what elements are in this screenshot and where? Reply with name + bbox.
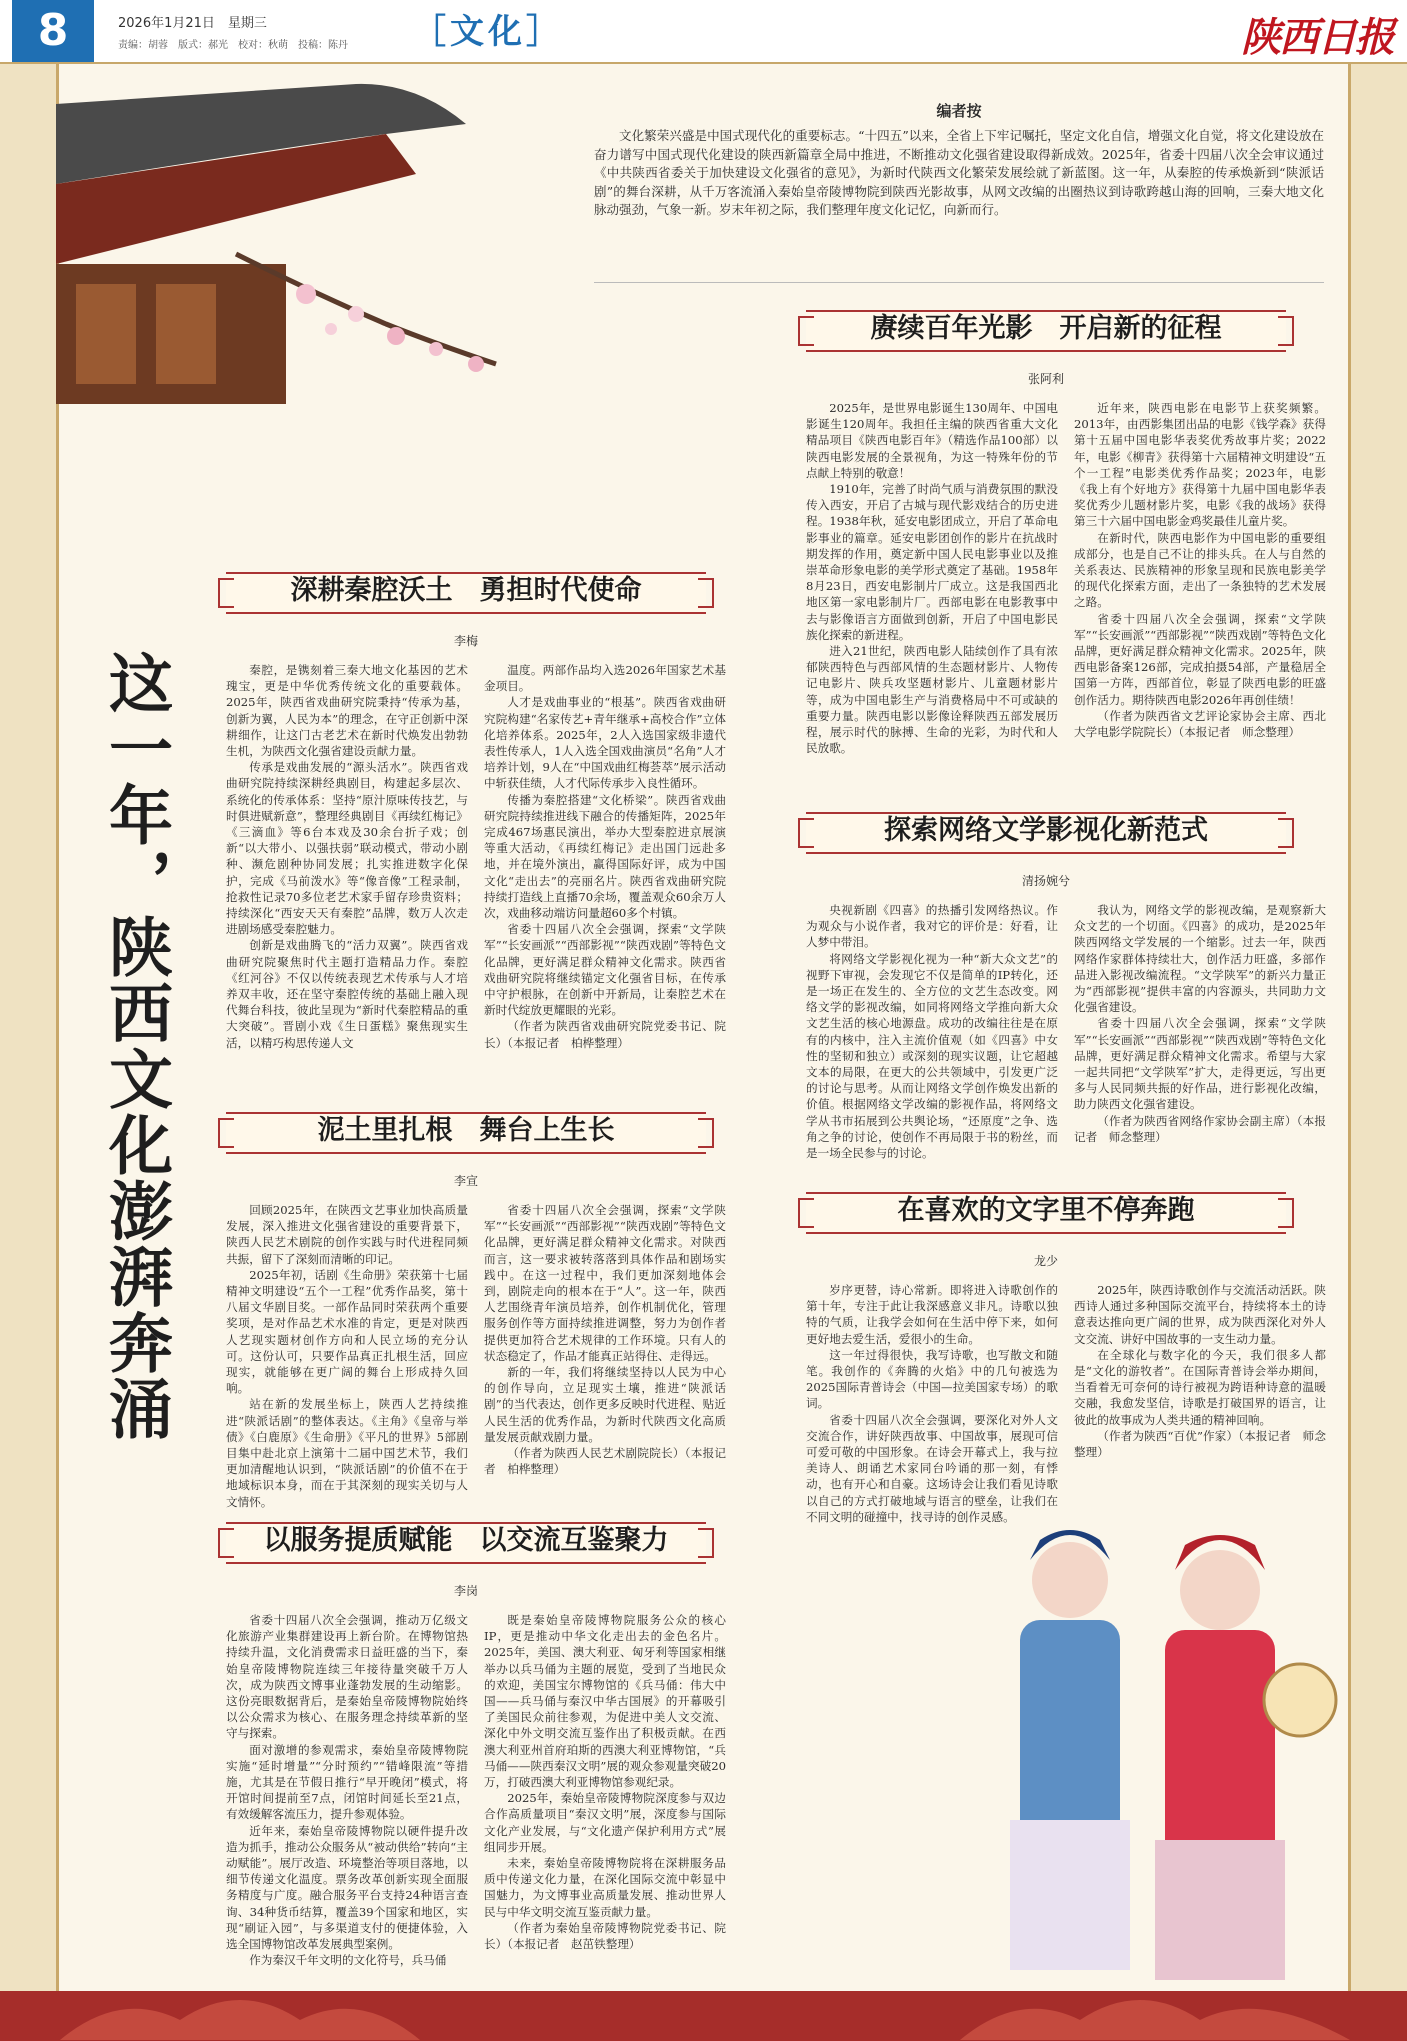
newspaper-logo: 陕西日报 — [1241, 14, 1393, 61]
paragraph: 2025年初，话剧《生命册》荣获第十七届精神文明建设“五个一工程”优秀作品奖，第十八届文华剧目奖。一部作品同时荣获两个重要奖项，是对作品艺术水准的肯定，更是对陕西人艺现实题材创作方向和人民立场的充分认可。这份认可，只要作品真正扎根生活，回应现实，就能够在更广阔的舞台上形成持久回响。 — [226, 1267, 468, 1396]
paragraph: 省委十四届八次全会强调，推动万亿级文化旅游产业集群建设再上新台阶。在博物馆热持续升温，文化消费需求日益旺盛的当下，秦始皇帝陵博物院连续三年接待量突破千万人次，成为陕西文博事业蓬勃发展的生动缩影。这份亮眼数据背后，是秦始皇帝陵博物院始终以公众需求为核心、在服务理念持续革新的坚守与探索。 — [226, 1613, 468, 1741]
issue-date: 2026年1月21日 星期三 — [118, 16, 267, 31]
article-column — [484, 662, 726, 1051]
article-column — [806, 400, 1058, 756]
article-column — [1074, 1282, 1326, 1525]
paragraph: 省委十四届八次全会强调，要深化对外人文交流合作，讲好陕西故事、中国故事，展现可信可爱可敬的中国形象。在诗会开幕式上，我与拉美诗人、朗诵艺术家同台吟诵的那一刻，有悸动，也有开心和自豪。这场诗会让我们看见诗歌以自己的方式打破地域与语言的壁垒，让我们在不同文明的碰撞中，找寻诗的创作灵感。 — [806, 1412, 1058, 1524]
paragraph: 近年来，陕西电影在电影节上获奖频繁。2013年，由西影集团出品的电影《钱学森》获得第十五届中国电影华表奖优秀故事片奖；2022年，电影《柳青》获得第十六届精神文明建设“五个一工程”电影类优秀作品奖；2023年，电影《我上有个好地方》获得第十九届中国电影华表奖优秀少儿题材影片奖，电影《我的战场》获得第三十六届中国电影金鸡奖最佳儿童片奖。 — [1074, 401, 1326, 529]
paragraph: 既是秦始皇帝陵博物院服务公众的核心IP，更是推动中华文化走出去的金色名片。2025年，美国、澳大利亚、匈牙利等国家相继举办以兵马俑为主题的展览，受到了当地民众的欢迎，美国宝尔博物馆的《兵马俑：伟大中国——兵马俑与秦汉中华古国展》的开幕吸引了美国民众前往参观，为促进中美人文交流、深化中外文明交流互鉴作出了积极贡献。在西澳大利亚州首府珀斯的西澳大利亚博物馆，“兵马俑——陕西秦汉文明”展的观众参观量突破20万，打破西澳大利亚博物馆参观纪录。 — [484, 1613, 726, 1790]
pavilion-roof-illustration — [56, 64, 556, 424]
article-author-drama: 李宣 — [453, 1174, 478, 1188]
paragraph: 站在新的发展坐标上，陕西人艺持续推进“陕派话剧”的整体表达。《主角》《皇帝与举债》《白鹿原》《生命册》《平凡的世界》5部剧目集中赴北京上演第十二届中国艺术节，我们更加清醒地认识到，“陕派话剧”的价值不在于地域标识本身，而在于其深刻的现实关切与人文情怀。 — [226, 1397, 468, 1509]
article-title-poetry: 在喜欢的文字里不停奔跑 — [806, 1180, 1286, 1240]
paragraph: 将网络文学影视化视为一种“新大众文艺”的视野下审视，会发现它不仅是简单的IP转化，还是一场正在发生的、全方位的文艺生态改变。网络文学的影视改编，如同将网络文学推向新大众文艺生活的核心地源盘。成功的改编往往是在原有的内核中，注入主流价值观（如《四喜》中女性的坚韧和独立）或深刻的现实议题，让它超越文本的局限，在更大的公共领域中，引发更广泛的讨论与思考。从而让网络文学创作焕发出新的价值。根据网络文学改编的影视作品，将网络文学从书市拓展到公共舆论场，“还原度”之争、选角之争的讨论，使创作不再局限于书的粉丝，而是一场全民参与的讨论。 — [806, 951, 1058, 1161]
article-column — [1074, 902, 1326, 1161]
editor-note — [594, 100, 1324, 220]
editor-credits: 责编：胡蓉 版式：郝光 校对：秋萌 投稿：陈丹 — [118, 40, 348, 51]
paragraph: 人才是戏曲事业的“根基”。陕西省戏曲研究院构建“名家传艺+青年继承+高校合作”立体化培养体系。2025年，2人入选国家级非遗代表性传承人，1人入选全国戏曲演员“名角”人才培养计划，9人在“中国戏曲红梅荟萃”展示活动中斩获佳绩，人才代际传承步入良性循环。 — [484, 695, 726, 791]
paragraph: （作者为秦始皇帝陵博物院党委书记、院长）（本报记者 赵茁铁整理） — [484, 1920, 726, 1952]
paragraph: 省委十四届八次全会强调，探索“文学陕军”“长安画派”“西部影视”“陕西戏剧”等特色文化品牌，更好满足群众精神文化需求。希望与大家一起共同把“文学陕军”扩大，走得更远，写出更多与人民同频共振的好作品，进行影视化改编，助力陕西文化强省建设。 — [1074, 1016, 1326, 1112]
paragraph: 温度。两部作品均入选2026年国家艺术基金项目。 — [484, 663, 726, 694]
article-body-museum — [226, 1612, 726, 1968]
paragraph: 进入21世纪，陕西电影人陆续创作了具有浓郁陕西特色与西部风情的生态题材影片、人物传记电影片、陕兵攻坚题材影片、儿童题材影片等，成为中国电影生产与消费格局中不可或缺的重要力量。陕西电影以影像诠释陕西五部发展历程，展示时代的脉搏、生命的光彩，为时代和人民放歌。 — [806, 644, 1058, 756]
right-border-decoration — [1348, 64, 1407, 2041]
paragraph: 省委十四届八次全会强调，探索“文学陕军”“长安画派”“西部影视”“陕西戏剧”等特色文化品牌，更好满足群众精神文化需求。对陕西而言，这一要求被转落落到具体作品和剧场实践中。在这一过程中，我们更加深刻地体会到，剧院走向的根本在于“人”。这一年，陕西人艺围绕青年演员培养，创作机制优化，管理服务创作等方面持续推进调整，努力为创作者提供更加符合艺术规律的工作环境。只有人的状态稳定了，作品才能真正站得住、走得远。 — [484, 1203, 726, 1363]
article-body-poetry — [806, 1282, 1326, 1525]
masthead — [0, 0, 1407, 64]
paragraph: （作者为陕西省戏曲研究院党委书记、院长）（本报记者 柏桦整理） — [484, 1019, 726, 1050]
article-title-qinqiang: 深耕秦腔沃土 勇担时代使命 — [226, 560, 706, 620]
page-number: 8 — [12, 0, 94, 62]
paragraph: （作者为陕西省网络作家协会副主席）（本报记者 师念整理） — [1074, 1113, 1326, 1144]
article-author-webnovel: 清扬婉兮 — [1021, 874, 1070, 888]
article-author-museum: 李岗 — [453, 1584, 478, 1598]
paragraph: 2025年，陕西诗歌创作与交流活动活跃。陕西诗人通过多种国际交流平台，持续将本土的诗意表达推向更广阔的世界，成为陕西深化对外人文交流、讲好中国故事的一支生动力量。 — [1074, 1283, 1326, 1346]
article-column — [484, 1202, 726, 1510]
cloud-decoration — [60, 1980, 1350, 2040]
paragraph: 这一年过得很快，我写诗歌，也写散文和随笔。我创作的《奔腾的火焰》中的几句被选为2025国际青普诗会（中国—拉美国家专场）的歌词。 — [806, 1347, 1058, 1411]
article-title-museum: 以服务提质赋能 以交流互鉴聚力 — [226, 1510, 706, 1570]
article-body-webnovel — [806, 902, 1326, 1161]
article-body-cinema — [806, 400, 1326, 756]
article-author-poetry: 龙少 — [1033, 1254, 1058, 1268]
article-column — [806, 902, 1058, 1161]
paragraph: 回顾2025年，在陕西文艺事业加快高质量发展，深入推进文化强省建设的重要背景下，陕西人民艺术剧院的创作实践与时代进程同频共振，留下了深刻而清晰的印记。 — [226, 1203, 468, 1266]
article-column — [226, 662, 468, 1051]
paragraph: 新的一年，我们将继续坚持以人民为中心的创作导向，立足现实土壤，推进“陕派话剧”的当代表达，创作更多反映时代进程、贴近人民生活的优秀作品，为新时代陕西文化高质量发展贡献戏剧力量。 — [484, 1365, 726, 1444]
page-headline: 这一年，陕西文化澎湃奔涌 — [98, 650, 172, 1442]
paragraph: 我认为，网络文学的影视改编，是观察新大众文艺的一个切面。《四喜》的成功，是2025年陕西网络文学发展的一个缩影。过去一年，陕西网络作家群体持续壮大，创作活力旺盛，多部作品进入影视改编流程。“文学陕军”的新兴力量正为“西部影视”提供丰富的内容源头，共同助力文化强省建设。 — [1074, 903, 1326, 1015]
paragraph: 创新是戏曲腾飞的“活力双翼”。陕西省戏曲研究院聚焦时代主题打造精品力作。秦腔《红河谷》不仅以传统表现艺术传承与人才培养双丰收，还在坚守秦腔传统的基础上融入现代舞台科技，彼此呈现为“新时代秦腔精品的重大突破”。晋剧小戏《生日蛋糕》聚焦现实生活，以精巧构思传递人文 — [226, 938, 468, 1050]
article-column — [1074, 400, 1326, 756]
paragraph: 省委十四届八次全会强调，探索“文学陕军”“长安画派”“西部影视”“陕西戏剧”等特色文化品牌，更好满足群众精神文化需求。陕西省戏曲研究院将继续锚定文化强省目标，在传承中守护根脉，在创新中开新局，让秦腔艺术在新时代绽放更耀眼的光彩。 — [484, 922, 726, 1018]
paragraph: 央视新剧《四喜》的热播引发网络热议。作为观众与小说作者，我对它的评价是：好看，让人梦中带泪。 — [806, 903, 1058, 950]
article-author-qinqiang: 李梅 — [453, 634, 478, 648]
paragraph: （作者为陕西人民艺术剧院院长）（本报记者 柏桦整理） — [484, 1446, 726, 1477]
article-title-cinema: 赓续百年光影 开启新的征程 — [806, 298, 1286, 358]
paragraph: 传播为秦腔搭建“文化桥梁”。陕西省戏曲研究院持续推进线下融合的传播矩阵，2025年完成467场惠民演出，举办大型秦腔进京展演等重大活动，《再续红梅记》走出国门远赴多地，并在境外演出，赢得国际好评，成为中国文化“走出去”的亮丽名片。陕西省戏曲研究院持续打造线上直播70余场，覆盖观众60余万人次，戏曲移动端访问量超60多个村镇。 — [484, 792, 726, 921]
opera-performers-illustration — [950, 1500, 1350, 2000]
section-title: ［文化］ — [412, 12, 564, 52]
paragraph: 作为秦汉千年文明的文化符号，兵马俑 — [249, 1953, 447, 1968]
paragraph: 秦腔，是镌刻着三秦大地文化基因的艺术瑰宝，更是中华优秀传统文化的重要载体。2025年，陕西省戏曲研究院秉持“传承为基，创新为翼，人民为本”的理念，在守正创新中深耕细作，让这门古老艺术在新时代焕发出勃勃生机，为陕西文化强省建设贡献力量。 — [226, 663, 468, 759]
paragraph: 近年来，秦始皇帝陵博物院以硬件提升改造为抓手，推动公众服务从“被动供给”转向“主动赋能”。展厅改造、环境整治等项目落地，以细节传递文化温度。票务改革创新实现全面服务精度与广度。融合服务平台支持24种语言查询、34种货币结算，覆盖39个国家和地区，实现“刷证入园”，与多渠道支付的便捷体验，入选全国博物馆改革发展典型案例。 — [226, 1823, 468, 1952]
paragraph: （作者为陕西“百优”作家）（本报记者 师念整理） — [1074, 1428, 1326, 1460]
paragraph: 1910年，完善了时尚气质与消费氛围的默没传入西安，开启了古城与现代影戏结合的历史进程。1938年秋，延安电影团成立，开启了革命电影事业的篇章。延安电影团创作的影片在抗战时期发挥的作用，奠定新中国人民电影事业以及推崇革命形象电影的美学形式奠定了基础。1958年8月23日，西安电影制片厂成立。这是我国西北地区第一家电影制片厂。西部电影在电影教事中去与影像语言方面做到创新，开启了中国电影民族化探索的新进程。 — [806, 482, 1058, 642]
paragraph: 在全球化与数字化的今天，我们很多人都是“文化的游牧者”。在国际青普诗会举办期间，当看着无可奈何的诗行被视为跨语种诗意的温暖交融，我愈发坚信，诗歌是打破国界的语言，让彼此的故事成为人类共通的精神回响。 — [1074, 1347, 1326, 1427]
article-title-drama: 泥土里扎根 舞台上生长 — [226, 1100, 706, 1160]
paragraph: （作者为陕西省文艺评论家协会主席、西北大学电影学院院长）（本报记者 师念整理） — [1074, 708, 1326, 740]
article-body-qinqiang — [226, 662, 726, 1051]
paragraph: 面对激增的参观需求，秦始皇帝陵博物院实施“延时增量”“分时预约”“错峰限流”等措施，尤其是在节假日推行“早开晚闭”模式，将开馆时间提前至7点，闭馆时间延长至21点，有效缓解客流压力，提升参观体验。 — [226, 1742, 468, 1822]
paragraph: 省委十四届八次全会强调，探索“文学陕军”“长安画派”“西部影视”“陕西戏剧”等特色文化品牌，更好满足群众精神文化需求。2025年，陕西电影备案126部，完成拍摄54部，产量稳居全国第一方阵，西部首位，彰显了陕西电影的旺盛创作活力。期待陕西电影2026年再创佳绩！ — [1074, 611, 1326, 707]
article-title-webnovel: 探索网络文学影视化新范式 — [806, 800, 1286, 860]
article-column — [226, 1202, 468, 1510]
paragraph: 未来，秦始皇帝陵博物院将在深耕服务品质中传递文化力量，在深化国际交流中彰显中国魅力，为文博事业高质量发展、推动世界人民与中华文明交流互鉴贡献力量。 — [484, 1856, 726, 1919]
divider — [594, 282, 1324, 283]
article-author-cinema: 张阿利 — [1027, 372, 1064, 386]
paragraph: 2025年，秦始皇帝陵博物院深度参与双边合作高质量项目“秦汉文明”展，深度参与国际文化产业发展，与“文化遗产保护利用方式”展组同步开展。 — [484, 1791, 726, 1854]
editor-note-text: 文化繁荣兴盛是中国式现代化的重要标志。“十四五”以来，全省上下牢记嘱托，坚定文化自信，增强文化自觉，将文化建设放在奋力谱写中国式现代化建设的陕西新篇章全局中推进，不断推动文化强省建设取得新成效。2025年，省委十四届八次全会审议通过《中共陕西省委关于加快建设文化强省的意见》，为新时代陕西文化繁荣发展绘就了新蓝图。这一年，从秦腔的传承焕新到“陕派话剧”的舞台深耕，从千万客流涌入秦始皇帝陵博物院到陕西光影故事，从网文改编的出圈热议到诗歌跨越山海的回响，三秦大地文化脉动强劲，气象一新。岁末年初之际，我们整理年度文化记忆，向新而行。 — [594, 128, 1324, 217]
article-column — [806, 1282, 1058, 1525]
article-column — [226, 1612, 468, 1968]
paragraph: 传承是戏曲发展的“源头活水”。陕西省戏曲研究院持续深耕经典剧目，构建起多层次、系统化的传承体系：坚持“原汁原味传技艺，与时俱进赋新意”，整理经典剧目《再续红梅记》《三滴血》等6台本戏及30余台折子戏；创新“以大带小、以强扶弱”联动模式，带动小剧种、濒危剧种协同发展；扎实推进数字化保护，完成《马前泼水》等“像音像”工程录制，抢救性记录70多位老艺术家手留存珍贵资料；持续深化“西安天天有秦腔”品牌，数万人次走进剧场感受秦腔魅力。 — [226, 760, 468, 937]
paragraph: 岁序更替，诗心常新。即将进入诗歌创作的第十年，专注于此让我深感意义非凡。诗歌以独特的气质，让我学会如何在生活中停下来，如何更好地去爱生活，爱很小的生命。 — [806, 1283, 1058, 1346]
paragraph: 2025年，是世界电影诞生130周年、中国电影诞生120周年。我担任主编的陕西省重大文化精品项目《陕西电影百年》（精选作品100部）以陕西电影发展的全景视角，为这一特殊年份的节点献上特别的敬意！ — [806, 401, 1058, 480]
article-column — [484, 1612, 726, 1968]
left-border-decoration — [0, 64, 59, 2041]
editor-note-heading: 编者按 — [936, 102, 982, 120]
article-body-drama — [226, 1202, 726, 1510]
paragraph: 在新时代，陕西电影作为中国电影的重要组成部分，也是自己不让的排头兵。在人与自然的关系表达、民族精神的形象呈现和民族电影美学的现代化探索方面，走出了一条独特的艺术发展之路。 — [1074, 530, 1326, 610]
